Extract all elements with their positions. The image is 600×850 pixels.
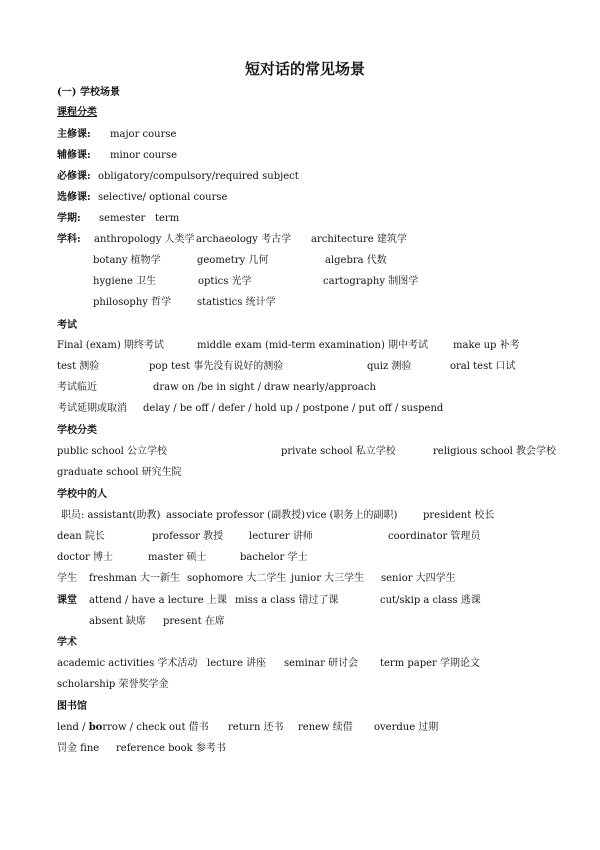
library-return: return 还书 — [228, 722, 284, 733]
people-freshman: freshman 大一新生 — [89, 573, 181, 584]
major-value: major course — [110, 129, 177, 140]
subject-item: philosophy 哲学 — [93, 297, 172, 308]
academic-heading: 学术 — [57, 637, 77, 648]
minor-label: 辅修课: — [57, 150, 91, 161]
exam-heading: 考试 — [57, 320, 77, 331]
people-bachelor: bachelor 学士 — [240, 552, 308, 563]
subject-item: hygiene 卫生 — [93, 276, 157, 287]
classroom-label: 课堂 — [57, 595, 77, 606]
school-type-private: private school 私立学校 — [281, 446, 396, 457]
course-category-heading: 课程分类 — [57, 107, 97, 118]
people-senior: senior 大四学生 — [381, 573, 456, 584]
subject-item: statistics 统计学 — [197, 297, 276, 308]
exam-makeup: make up 补考 — [453, 340, 520, 351]
people-master: master 硕士 — [148, 552, 207, 563]
people-lecturer: lecturer 讲师 — [249, 531, 313, 542]
exam-midterm: middle exam (mid-term examination) 期中考试 — [197, 340, 429, 351]
people-student: 学生 — [57, 573, 77, 584]
library-fine: 罚金 fine — [57, 743, 100, 754]
people-heading: 学校中的人 — [57, 489, 107, 500]
people-vice: vice (职务上的副职) — [306, 510, 398, 521]
obligatory-label: 必修课: — [57, 171, 91, 182]
page-title: 短对话的常见场景 — [245, 60, 366, 78]
people-president: president 校长 — [423, 510, 495, 521]
school-type-graduate: graduate school 研究生院 — [57, 467, 182, 478]
semester-label: 学期: — [57, 213, 81, 224]
people-doctor: doctor 博士 — [57, 552, 114, 563]
semester-value-1: semester — [99, 213, 146, 224]
minor-value: minor course — [110, 150, 177, 161]
subject-item: anthropology 人类学 — [94, 234, 195, 245]
people-dean: dean 院长 — [57, 531, 105, 542]
exam-approach-label: 考试临近 — [57, 382, 97, 393]
academic-scholarship: scholarship 荣誉奖学金 — [57, 679, 169, 690]
classroom-absent: absent 缺席 — [89, 616, 147, 627]
subject-item: geometry 几何 — [197, 255, 269, 266]
classroom-cut: cut/skip a class 逃课 — [380, 595, 481, 606]
library-reference: reference book 参考书 — [116, 743, 226, 754]
exam-delay-value: delay / be off / defer / hold up / postpone / put off / suspend — [143, 403, 444, 414]
school-type-religious: religious school 教会学校 — [433, 446, 557, 457]
people-junior: junior 大三学生 — [291, 573, 365, 584]
subject-item: optics 光学 — [198, 276, 252, 287]
semester-value-2: term — [155, 213, 180, 224]
subject-label: 学科: — [57, 234, 81, 245]
subject-item: cartography 制图学 — [323, 276, 419, 287]
subject-item: archaeology 考古学 — [196, 234, 292, 245]
library-lend — [57, 723, 209, 733]
elective-value: selective/ optional course — [98, 192, 228, 203]
elective-label: 选修课: — [57, 192, 91, 203]
people-coordinator: coordinator 管理员 — [388, 531, 481, 542]
academic-termpaper: term paper 学期论文 — [380, 658, 481, 669]
subject-item: algebra 代数 — [325, 255, 387, 266]
exam-poptest: pop test 事先没有说好的测验 — [149, 361, 284, 372]
exam-oraltest: oral test 口试 — [450, 361, 516, 372]
exam-final: Final (exam) 期终考试 — [57, 340, 164, 351]
exam-approach-value: draw on /be in sight / draw nearly/approach — [153, 382, 376, 393]
academic-activities: academic activities 学术活动 — [57, 658, 198, 669]
school-type-heading: 学校分类 — [57, 425, 97, 436]
section-heading-school: (一) 学校场景 — [57, 87, 120, 98]
exam-test: test 测验 — [57, 361, 100, 372]
academic-seminar: seminar 研讨会 — [284, 658, 359, 669]
library-heading: 图书馆 — [57, 701, 87, 712]
people-assoc: associate professor (副教授) — [166, 510, 305, 521]
academic-lecture: lecture 讲座 — [207, 658, 267, 669]
classroom-attend: attend / have a lecture 上课 — [89, 595, 227, 606]
classroom-miss: miss a class 错过了课 — [235, 595, 339, 606]
subject-item: botany 植物学 — [93, 255, 161, 266]
people-staff: 职员: assistant(助教) — [61, 510, 161, 521]
major-label: 主修课: — [57, 129, 91, 140]
library-renew: renew 续借 — [298, 722, 353, 733]
people-sophomore: sophomore 大二学生 — [187, 573, 287, 584]
library-lend-bold: bo — [88, 722, 103, 733]
exam-delay-label: 考试延期或取消 — [57, 403, 127, 414]
library-overdue: overdue 过期 — [374, 722, 439, 733]
exam-quiz: quiz 测验 — [367, 361, 412, 372]
subject-item: architecture 建筑学 — [311, 234, 407, 245]
people-professor: professor 教授 — [152, 531, 224, 542]
library-lend-part: lend / — [57, 722, 89, 733]
library-lend-rest: rrow / check out 借书 — [102, 722, 209, 733]
obligatory-value: obligatory/compulsory/required subject — [98, 171, 299, 182]
classroom-present: present 在席 — [163, 616, 225, 627]
school-type-public: public school 公立学校 — [57, 446, 168, 457]
